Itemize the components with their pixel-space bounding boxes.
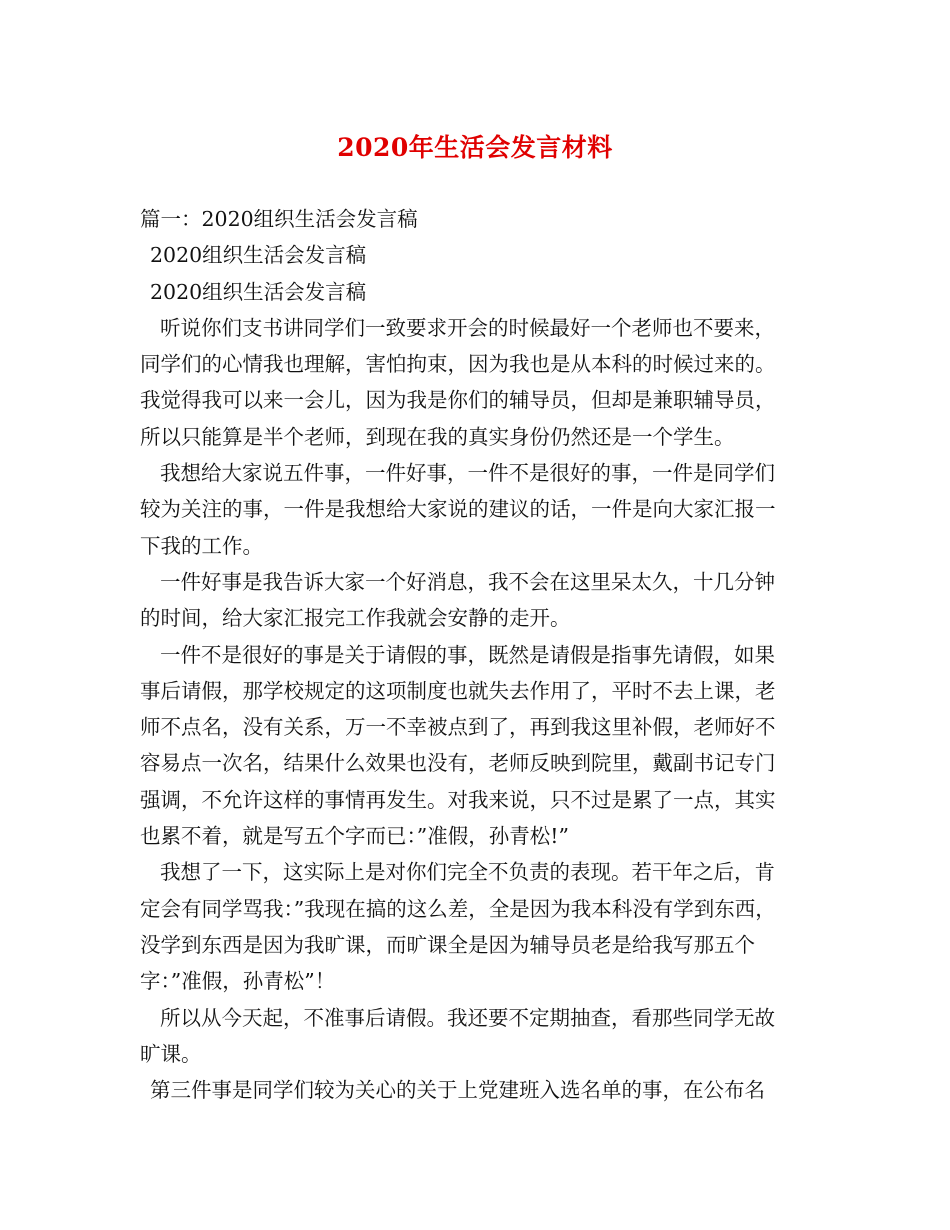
text-line: 旷课。 <box>140 1041 202 1066</box>
text-line: 容易点一次名，结果什么效果也没有，老师反映到院里，戴副书记专门 <box>140 751 776 776</box>
text-line: 所以只能算是半个老师，到现在我的真实身份仍然还是一个学生。 <box>140 424 735 449</box>
text-line: 我想给大家说五件事，一件好事，一件不是很好的事，一件是同学们 <box>160 461 775 486</box>
text-line: 第三件事是同学们较为关心的关于上党建班入选名单的事，在公布名 <box>150 1078 765 1103</box>
text-line: 师不点名，没有关系，万一不幸被点到了，再到我这里补假，老师好不 <box>140 715 776 740</box>
text-line: 篇一：2020组织生活会发言稿 <box>140 207 418 231</box>
text-line: 一件不是很好的事是关于请假的事，既然是请假是指事先请假，如果 <box>160 642 775 667</box>
text-line: 2020组织生活会发言稿 <box>150 243 367 268</box>
text-line: 我觉得我可以来一会儿，因为我是你们的辅导员，但却是兼职辅导员， <box>140 388 776 413</box>
text-line: 没学到东西是因为我旷课，而旷课全是因为辅导员老是给我写那五个 <box>140 932 755 957</box>
text-line: 听说你们支书讲同学们一致要求开会的时候最好一个老师也不要来， <box>160 315 775 340</box>
text-line: 一件好事是我告诉大家一个好消息，我不会在这里呆太久，十几分钟 <box>160 569 775 594</box>
text-line: 字：”准假，孙青松”！ <box>140 969 336 994</box>
text-line: 事后请假，那学校规定的这项制度也就失去作用了，平时不去上课，老 <box>140 678 776 703</box>
text-line: 定会有同学骂我：”我现在搞的这么差，全是因为我本科没有学到东西， <box>140 896 776 921</box>
document-title: 2020年生活会发言材料 <box>337 133 613 162</box>
text-line: 下我的工作。 <box>140 533 263 558</box>
text-line: 我想了一下，这实际上是对你们完全不负责的表现。若干年之后，肯 <box>160 860 775 885</box>
document-body <box>140 201 815 1108</box>
text-line: 所以从今天起，不准事后请假。我还要不定期抽查，看那些同学无故 <box>160 1005 775 1030</box>
text-line: 也累不着，就是写五个字而已：”准假，孙青松!” <box>140 824 569 849</box>
text-line: 2020组织生活会发言稿 <box>150 279 367 304</box>
text-line: 较为关注的事，一件是我想给大家说的建议的话，一件是向大家汇报一 <box>140 497 776 522</box>
text-line: 同学们的心情我也理解，害怕拘束，因为我也是从本科的时候过来的。 <box>140 352 776 377</box>
text-line: 强调，不允许这样的事情再发生。对我来说，只不过是累了一点，其实 <box>140 787 776 812</box>
text-line: 的时间，给大家汇报完工作我就会安静的走开。 <box>140 606 571 631</box>
